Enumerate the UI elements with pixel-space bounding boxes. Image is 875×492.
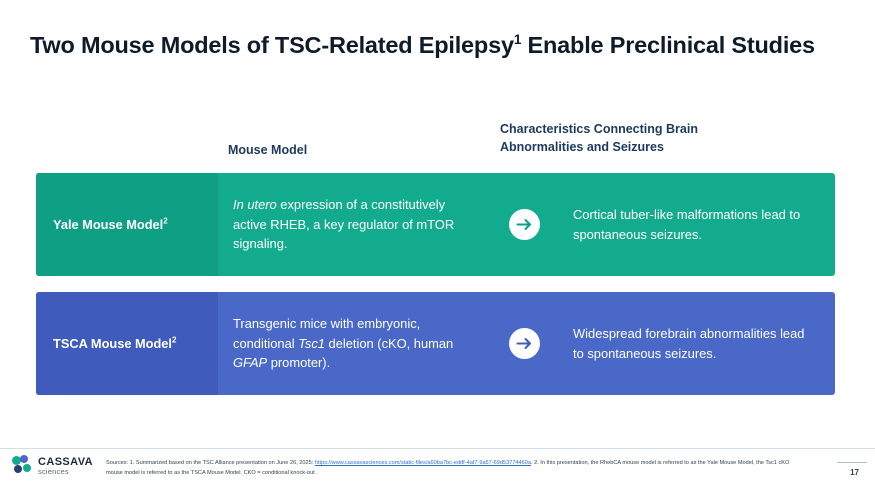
page-title-footnote-1: 1 — [513, 32, 522, 48]
arrow-right-icon — [509, 209, 540, 240]
row-label-tsca-footnote: 2 — [171, 335, 177, 345]
page-title-text-1: Two Mouse Models of TSC-Related Epilepsy — [30, 32, 514, 58]
row-description-yale: In utero expression of a constitutively active RHEB, a key regulator of mTOR signaling. — [233, 197, 455, 252]
row-characteristic-tsca-text: Widespread forebrain abnormalities lead to spontaneous seizures. — [573, 325, 805, 361]
column-header-characteristics: Characteristics Connecting Brain Abnormalities and Seizures — [500, 122, 698, 155]
logo-line-1: CASSAVA — [38, 455, 93, 468]
row-label-tsca-text: TSCA Mouse Model — [53, 335, 172, 351]
page-number: 17 — [850, 468, 859, 477]
footer-divider — [0, 448, 875, 449]
row-label-yale-text: Yale Mouse Model — [53, 216, 164, 232]
sources-note — [106, 459, 796, 479]
logo-mark-icon — [12, 455, 34, 477]
page-title — [30, 30, 820, 62]
row-characteristic-yale — [499, 173, 835, 276]
row-label-yale-footnote: 2 — [163, 216, 168, 226]
row-characteristic-tsca — [499, 292, 835, 395]
logo-wordmark — [38, 457, 93, 476]
company-logo — [12, 455, 93, 477]
page-title-text-2: Enable Preclinical Studies — [521, 32, 815, 58]
sources-lead-text: Sources: 1. Summarized based on the TSC Alliance presentation on June 26, 2025: — [106, 460, 315, 466]
row-label-yale — [36, 173, 218, 276]
row-characteristic-yale-text: Cortical tuber-like malformations lead to spontaneous seizures. — [573, 206, 801, 242]
row-description-tsca: Transgenic mice with embryonic, conditional Tsc1 deletion (cKO, human GFAP promoter). — [233, 316, 454, 371]
row-label-tsca — [36, 292, 218, 395]
table-row — [36, 292, 835, 395]
table-row — [36, 173, 835, 276]
arrow-right-icon — [509, 328, 540, 359]
column-header-mouse-model: Mouse Model — [228, 143, 308, 157]
page-number-rule — [837, 462, 867, 463]
sources-tail-text: . 2. In this presentation, the RhebCA mouse model is referred to as the Yale Mouse Model, the Tsc1 cKO mouse model is referred to as the TSCA Mouse Model. CKO = conditional knock-out . — [106, 460, 790, 476]
logo-line-2: sciences — [38, 466, 69, 476]
sources-link[interactable]: https://www.cassavasciences.com/static-files/a60ba7bc-eddf-4af7-9a57-69d53774460a — [314, 460, 531, 466]
